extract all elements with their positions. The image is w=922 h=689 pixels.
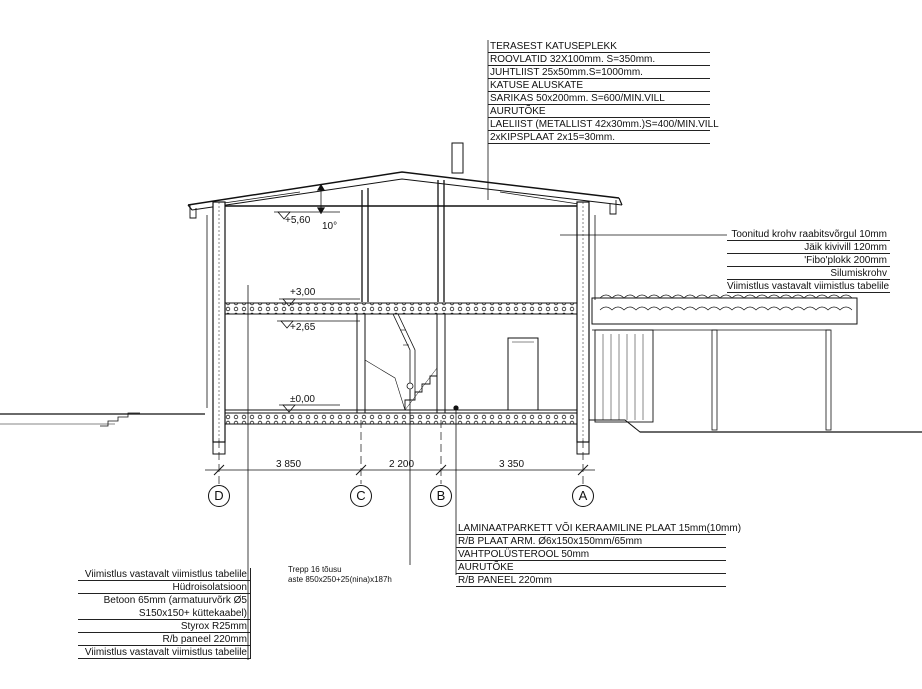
roof-spec-line: ROOVLATID 32X100mm. S=350mm. [488, 53, 710, 66]
roof-spec-line: TERASEST KATUSEPLEKK [488, 40, 710, 53]
elevation-label-265: +2,65 [290, 322, 316, 333]
axis-marker-a: A [572, 485, 594, 507]
dimension-label: 3 350 [499, 459, 525, 470]
ground-spec-line: R/b paneel 220mm [78, 633, 250, 646]
elevation-label-560: +5,60 [285, 215, 311, 226]
floor-spec-line: AURUTÕKE [456, 561, 726, 574]
dimension-label: 3 850 [276, 459, 302, 470]
roof-spec-table [488, 40, 719, 144]
roof-spec-line: JUHTLIIST 25x50mm.S=1000mm. [488, 66, 710, 79]
roof-spec-line: AURUTÕKE [488, 105, 710, 118]
ground-spec-line: Hüdroisolatsioon [78, 581, 250, 594]
floor-spec-line: R/B PLAAT ARM. Ø6x150x150mm/65mm [456, 535, 726, 548]
elevation-label-300: +3,00 [290, 287, 316, 298]
ground-spec-line: S150x150+ küttekaabel) [78, 607, 250, 620]
wall-spec-table [727, 228, 890, 293]
floor-spec-line: VAHTPOLÜSTEROOL 50mm [456, 548, 726, 561]
floor-spec-line: R/B PANEEL 220mm [456, 574, 726, 587]
roof-spec-line: 2xKIPSPLAAT 2x15=30mm. [488, 131, 710, 144]
door [508, 338, 538, 410]
ground-slab [225, 413, 577, 424]
roof-spec-line: KATUSE ALUSKATE [488, 79, 710, 92]
axis-marker-c: C [350, 485, 372, 507]
ground-spec-line: Betoon 65mm (armatuurvõrk Ø5 [103, 595, 247, 606]
floor-spec-line: LAMINAATPARKETT VÕI KERAAMILINE PLAAT 15mm(10mm) [458, 523, 742, 534]
intermediate-slab [225, 303, 577, 314]
stair-note-line1: Trepp 16 tõusu [288, 565, 342, 574]
dimension-label: 2 200 [389, 459, 415, 470]
annex [589, 295, 922, 432]
elevation-label-000: ±0,00 [290, 394, 315, 405]
wall-spec-line: Jäik kivivill 120mm [727, 241, 890, 254]
wall-spec-line: Viimistlus vastavalt viimistlus tabelile [727, 281, 890, 292]
axis-marker-b: B [430, 485, 452, 507]
wall-spec-line: 'Fibo'plokk 200mm [727, 254, 890, 267]
ground-spec-line: Styrox R25mm [78, 620, 250, 633]
wall-spec-line: Toonitud krohv raabitsvõrgul 10mm [727, 228, 890, 241]
ground-spec-line: Viimistlus vastavalt viimistlus tabelile [78, 646, 250, 659]
axis-marker-d: D [208, 485, 230, 507]
chimney [452, 143, 463, 173]
roof-spec-line: SARIKAS 50x200mm. S=600/MIN.VILL [488, 92, 710, 105]
ground-spec-table [78, 568, 251, 659]
ground-spec-line: Viimistlus vastavalt viimistlus tabelile [78, 568, 250, 581]
floor-spec-table [456, 522, 742, 587]
wall-spec-line: Silumiskrohv [727, 267, 890, 280]
roof-angle-label: 10° [322, 221, 338, 232]
roof-spec-line: LAELIIST (METALLIST 42x30mm.)S=400/MIN.VILL [490, 119, 719, 130]
stair-note-line2: aste 850x250+25(nina)x187h [288, 575, 392, 584]
